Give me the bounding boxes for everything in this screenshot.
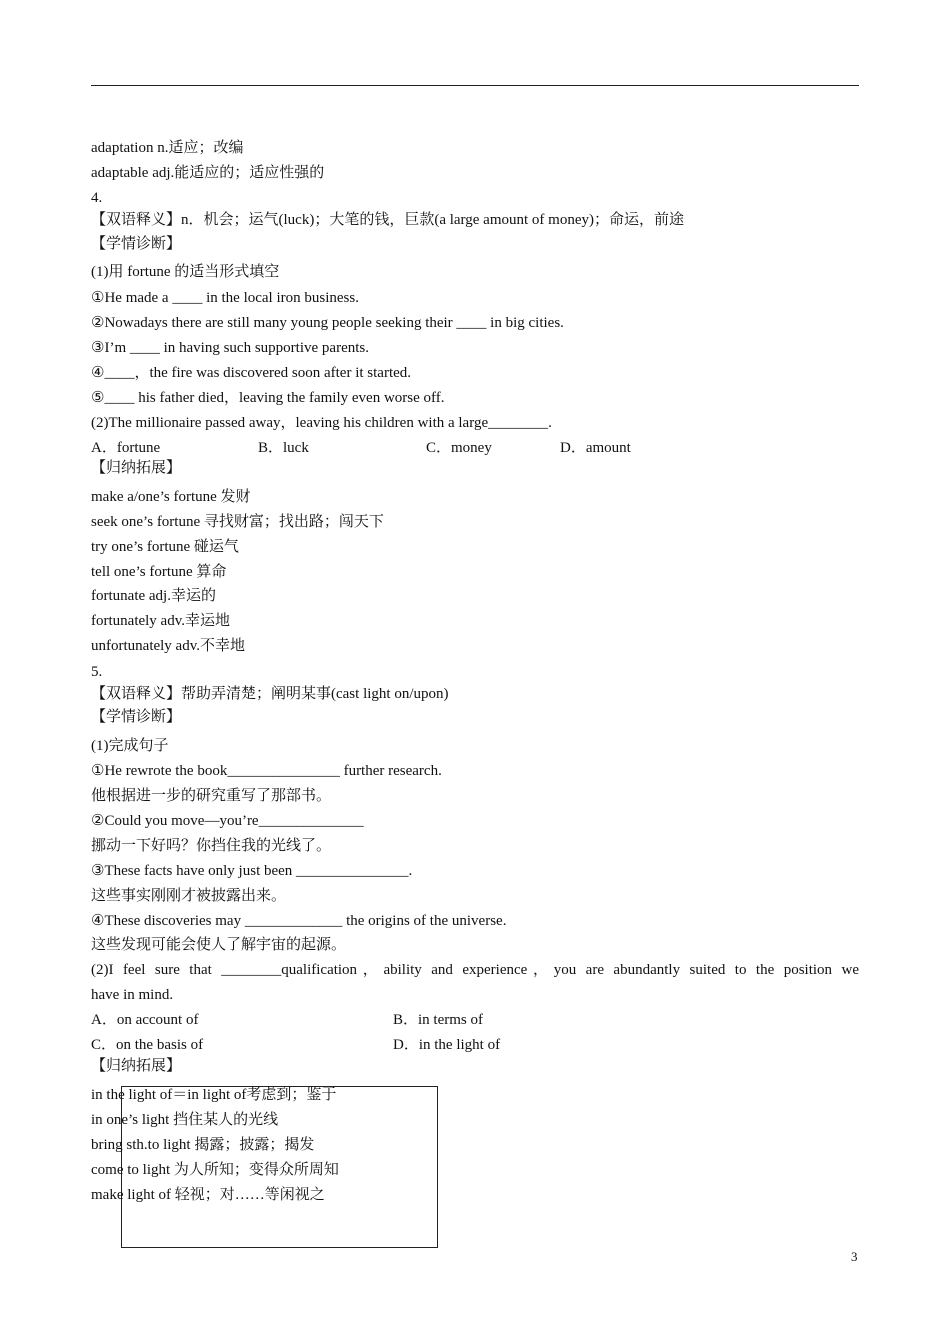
translation-line: 挪动一下好吗？你挡住我的光线了。	[91, 838, 332, 854]
bilingual-definition: 【双语释义】n．机会；运气(luck)；大笔的钱，巨款(a large amount of money)；命运，前途	[91, 212, 684, 228]
option-d: D．amount	[560, 440, 631, 456]
item-number: 5.	[91, 664, 103, 680]
option-d: D．in the light of	[393, 1037, 501, 1053]
section-heading: 【归纳拓展】	[91, 1058, 182, 1074]
page-number: 3	[851, 1249, 858, 1264]
translation-line: 他根据进一步的研究重写了那部书。	[91, 788, 332, 804]
choice-question: (2)I feel sure that ________qualification，ability and experience，you are abundantly suited to the position we	[91, 962, 859, 978]
exercise-instruction: (1)完成句子	[91, 738, 169, 754]
phrase-line: make light of 轻视；对……等闲视之	[91, 1187, 325, 1203]
bilingual-definition: 【双语释义】帮助弄清楚；阐明某事(cast light on/upon)	[91, 686, 449, 702]
translation-line: 这些事实刚刚才被披露出来。	[91, 888, 287, 904]
exercise-sentence: ①He rewrote the book_______________ further research.	[91, 763, 442, 779]
exercise-instruction: (1)用 fortune 的适当形式填空	[91, 264, 280, 280]
exercise-sentence: ④____，the fire was discovered soon after it started.	[91, 365, 412, 381]
section-heading: 【学情诊断】	[91, 709, 182, 725]
option-b: B．in terms of	[393, 1012, 483, 1028]
option-a: A．on account of	[91, 1012, 199, 1028]
phrase-line: bring sth.to light 揭露；披露；揭发	[91, 1137, 315, 1153]
phrase-line: fortunate adj.幸运的	[91, 588, 216, 604]
vocab-line: adaptation n.适应；改编	[91, 140, 244, 156]
header-rule	[91, 85, 859, 86]
phrase-line: tell one’s fortune 算命	[91, 564, 227, 580]
phrase-line: seek one’s fortune 寻找财富；找出路；闯天下	[91, 514, 384, 530]
exercise-sentence: ②Could you move—you’re______________	[91, 813, 364, 829]
item-number: 4.	[91, 190, 103, 206]
exercise-sentence: ⑤____ his father died，leaving the family even worse off.	[91, 390, 445, 406]
phrase-line: try one’s fortune 碰运气	[91, 539, 239, 555]
phrase-line: in one’s light 挡住某人的光线	[91, 1112, 279, 1128]
option-a: A．fortune	[91, 440, 161, 456]
section-heading: 【归纳拓展】	[91, 460, 182, 476]
exercise-sentence: ②Nowadays there are still many young people seeking their ____ in big cities.	[91, 315, 564, 331]
exercise-sentence: ①He made a ____ in the local iron business.	[91, 290, 359, 306]
exercise-sentence: ③These facts have only just been _______________.	[91, 863, 413, 879]
choice-question-continued: have in mind.	[91, 987, 174, 1003]
exercise-sentence: ③I’m ____ in having such supportive parents.	[91, 340, 369, 356]
option-b: B．luck	[258, 440, 309, 456]
vocab-line: adaptable adj.能适应的；适应性强的	[91, 165, 325, 181]
phrase-line: make a/one’s fortune 发财	[91, 489, 251, 505]
option-c: C．on the basis of	[91, 1037, 204, 1053]
translation-line: 这些发现可能会使人了解宇宙的起源。	[91, 937, 347, 953]
phrase-line: come to light 为人所知；变得众所周知	[91, 1162, 339, 1178]
option-c: C．money	[426, 440, 492, 456]
exercise-sentence: ④These discoveries may _____________ the origins of the universe.	[91, 913, 507, 929]
phrase-line: in the light of＝in light of考虑到；鉴于	[91, 1087, 337, 1103]
section-heading: 【学情诊断】	[91, 236, 182, 252]
phrase-line: unfortunately adv.不幸地	[91, 638, 245, 654]
choice-question: (2)The millionaire passed away，leaving his children with a large________.	[91, 415, 552, 431]
phrase-line: fortunately adv.幸运地	[91, 613, 230, 629]
